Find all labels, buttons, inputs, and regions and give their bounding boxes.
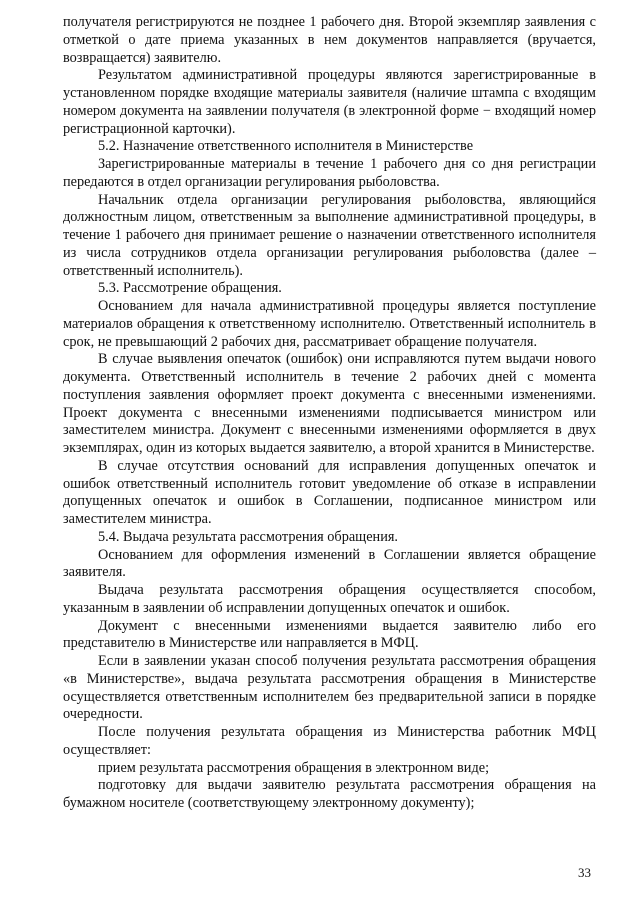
paragraph-issue-method: Выдача результата рассмотрения обращения осуществляется способом, указанным в заявлении об исправлении допущенных опечаток и ошибок.: [63, 582, 596, 616]
paragraph-electronic-receipt: прием результата рассмотрения обращения в электронном виде;: [98, 759, 490, 776]
paragraph-review-basis: Основанием для начала административной процедуры является поступление материалов обращения к ответственному исполнителю. Ответственный исполнитель в срок, не превышающий 2 рабочих дня, рассматривает обращение получателя.: [63, 298, 596, 350]
paragraph-paper-preparation: подготовку для выдачи заявителю результата рассмотрения обращения на бумажном носителе (соответствующему электронному документу);: [63, 777, 596, 811]
paragraph-registration-end: получателя регистрируются не позднее 1 рабочего дня. Второй экземпляр заявления с отметкой о дате приема указанных в нем документов направляется (вручается, возвращается) заявителю.: [63, 14, 596, 66]
paragraph-document-issue: Документ с внесенными изменениями выдается заявителю либо его представителю в Министерстве или направляется в МФЦ.: [63, 617, 596, 652]
page-number: 33: [578, 865, 591, 880]
paragraph-executor-assignment: Начальник отдела организации регулирования рыболовства, являющийся должностным лицом, ответственным за выполнение административной процедуры, в течение 1 рабочего дня принимает решение о назначении ответственного исполнителя из числа сотрудников отдела организации регулирования рыболовства (далее – ответственный исполнитель).: [63, 191, 596, 279]
paragraph-changes-basis: Основанием для оформления изменений в Соглашении является обращение заявителя.: [63, 546, 596, 581]
paragraph-procedure-result: Результатом административной процедуры являются зарегистрированные в установленном порядке входящие материалы заявителя (наличие штампа с входящим номером документа на заявлении получателя (в электронной форме − входящий номер регистрационной карточки).: [63, 67, 596, 137]
paragraph-mfc-duties: После получения результата обращения из Министерства работник МФЦ осуществляет:: [63, 724, 596, 758]
paragraph-ministry-issue: Если в заявлении указан способ получения результата рассмотрения обращения «в Министерстве», выдача результата рассмотрения обращения в Министерстве осуществляется ответственным исполнителем без предварительной записи в порядке очередности.: [63, 653, 596, 723]
section-heading-5-4: 5.4. Выдача результата рассмотрения обращения.: [98, 528, 398, 545]
section-heading-5-2: 5.2. Назначение ответственного исполнителя в Министерстве: [98, 138, 474, 155]
paragraph-typo-correction: В случае выявления опечаток (ошибок) они исправляются путем выдачи нового документа. Ответственный исполнитель в течение 2 рабочих дней с момента поступления заявления оформляет проект документа с внесенными изменениями. Проект документа с внесенными изменениями подписывается министром или заместителем министра. Документ с внесенными изменениями оформляется в двух экземплярах, один из которых выдается заявителю, а второй хранится в Министерстве.: [63, 351, 596, 456]
section-heading-5-3: 5.3. Рассмотрение обращения.: [98, 280, 282, 297]
paragraph-refusal-notice: В случае отсутствия оснований для исправления допущенных опечаток и ошибок ответственный исполнитель готовит уведомление об отказе в исправлении допущенных опечаток и ошибок в Соглашении, подписанное министром или заместителем министра.: [63, 457, 596, 527]
paragraph-materials-transfer: Зарегистрированные материалы в течение 1 рабочего дня со дня регистрации передаются в отдел организации регулирования рыболовства.: [63, 156, 596, 190]
document-page: [63, 14, 596, 813]
